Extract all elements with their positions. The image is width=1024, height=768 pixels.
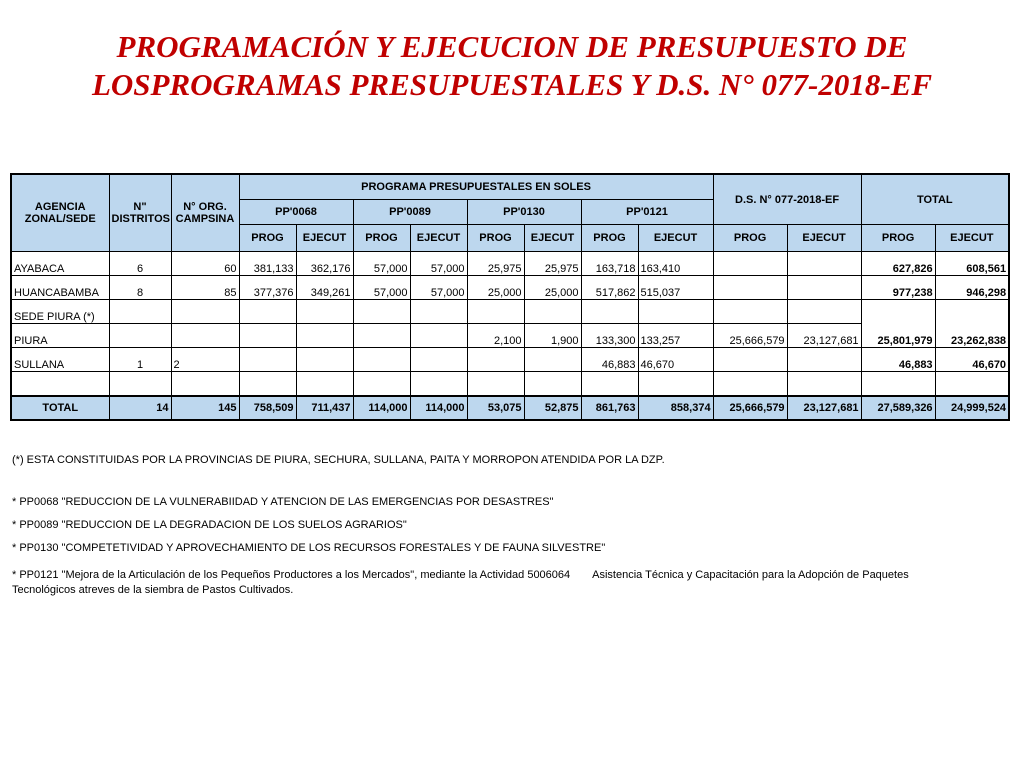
cell-distritos: 8: [109, 276, 171, 300]
empty-cell: [410, 300, 467, 324]
cell-distritos: [109, 324, 171, 348]
cell-pp0068-prog: [239, 324, 296, 348]
table-row-empty: [11, 372, 1009, 397]
note-sede: (*) ESTA CONSTITUIDAS POR LA PROVINCIAS DE PIURA, SECHURA, SULLANA, PAITA Y MORROPON ATENDIDA POR LA DZP.: [12, 454, 665, 466]
cell-ds-prog: [713, 348, 787, 372]
cell-total-prog: 46,883: [861, 348, 935, 372]
empty-cell: [713, 372, 787, 397]
empty-cell: [861, 372, 935, 397]
header-total: TOTAL: [861, 174, 1009, 225]
header-prog: PROG: [353, 225, 410, 252]
header-ejecut: EJECUT: [524, 225, 581, 252]
total-row: [11, 396, 1009, 420]
total-pp0130-prog: 53,075: [467, 396, 524, 420]
table-row: [11, 252, 1009, 276]
empty-cell: [467, 300, 524, 324]
header-prog: PROG: [467, 225, 524, 252]
cell-pp0121-ejec: 515,037: [638, 276, 713, 300]
cell-pp0089-ejec: 57,000: [410, 252, 467, 276]
cell-pp0068-ejec: [296, 324, 353, 348]
header-ds: D.S. N° 077-2018-EF: [713, 174, 861, 225]
cell-org: 2: [171, 348, 239, 372]
title-line-2: LOSPROGRAMAS PRESUPUESTALES Y D.S. N° 077-2018-EF: [91, 67, 933, 102]
cell-pp0130-prog: 2,100: [467, 324, 524, 348]
note-pp0068: * PP0068 "REDUCCION DE LA VULNERABIIDAD Y ATENCION DE LAS EMERGENCIAS POR DESASTRES": [12, 496, 554, 508]
total-ds-prog: 25,666,579: [713, 396, 787, 420]
table-row: [11, 276, 1009, 300]
cell-pp0130-prog: 25,975: [467, 252, 524, 276]
note-pp0121-cont: Tecnológicos atreves de la siembra de Pastos Cultivados.: [12, 584, 294, 596]
header-ejecut: EJECUT: [296, 225, 353, 252]
empty-cell: [353, 300, 410, 324]
cell-pp0068-ejec: 362,176: [296, 252, 353, 276]
table-row: [11, 348, 1009, 372]
cell-pp0089-ejec: 57,000: [410, 276, 467, 300]
empty-cell: [713, 300, 787, 324]
cell-pp0130-ejec: [524, 348, 581, 372]
header-pp0130: PP'0130: [467, 200, 581, 225]
cell-pp0089-prog: 57,000: [353, 252, 410, 276]
empty-cell: [109, 372, 171, 397]
table-row: [11, 324, 1009, 348]
total-pp0130-ejec: 52,875: [524, 396, 581, 420]
header-ejecut: EJECUT: [638, 225, 713, 252]
cell-pp0089-ejec: [410, 348, 467, 372]
cell-pp0121-prog: 517,862: [581, 276, 638, 300]
cell-total-prog: 25,801,979: [861, 300, 935, 348]
cell-pp0121-prog: 163,718: [581, 252, 638, 276]
cell-distritos: 1: [109, 348, 171, 372]
cell-agencia: HUANCABAMBA: [11, 276, 109, 300]
empty-cell: [935, 372, 1009, 397]
cell-agencia: PIURA: [11, 324, 109, 348]
cell-pp0068-ejec: 349,261: [296, 276, 353, 300]
cell-org: 85: [171, 276, 239, 300]
page-title: [0, 28, 1024, 104]
cell-total-ejec: 46,670: [935, 348, 1009, 372]
header-prog: PROG: [713, 225, 787, 252]
cell-pp0089-ejec: [410, 324, 467, 348]
cell-pp0130-ejec: 25,000: [524, 276, 581, 300]
empty-cell: [638, 372, 713, 397]
total-pp0121-ejec: 858,374: [638, 396, 713, 420]
empty-cell: [524, 300, 581, 324]
cell-pp0068-prog: 381,133: [239, 252, 296, 276]
cell-ds-ejec: [787, 348, 861, 372]
empty-cell: [11, 372, 109, 397]
total-pp0121-prog: 861,763: [581, 396, 638, 420]
cell-agencia: AYABACA: [11, 252, 109, 276]
cell-pp0121-prog: 46,883: [581, 348, 638, 372]
header-distritos: N" DISTRITOS: [109, 174, 171, 252]
cell-total-prog: 627,826: [861, 252, 935, 276]
cell-distritos: 6: [109, 252, 171, 276]
cell-org: 60: [171, 252, 239, 276]
header-ejecut: EJECUT: [410, 225, 467, 252]
note-pp0121-part-a: * PP0121 "Mejora de la Articulación de los Pequeños Productores a los Mercados", mediante la Actividad 5006064: [12, 569, 571, 581]
cell-org: [171, 324, 239, 348]
total-label: TOTAL: [11, 396, 109, 420]
header-agencia: AGENCIA ZONAL/SEDE: [11, 174, 109, 252]
cell-ds-ejec: [787, 252, 861, 276]
cell-pp0130-prog: [467, 348, 524, 372]
cell-pp0121-ejec: 133,257: [638, 324, 713, 348]
header-org: N° ORG. CAMPSINA: [171, 174, 239, 252]
header-ejecut: EJECUT: [787, 225, 861, 252]
cell-total-prog: 977,238: [861, 276, 935, 300]
header-ejecut: EJECUT: [935, 225, 1009, 252]
cell-ds-prog: [713, 276, 787, 300]
cell-total-ejec: 608,561: [935, 252, 1009, 276]
cell-total-ejec: 23,262,838: [935, 300, 1009, 348]
total-total-prog: 27,589,326: [861, 396, 935, 420]
cell-agencia: SEDE PIURA (*): [11, 300, 109, 324]
header-prog: PROG: [239, 225, 296, 252]
empty-cell: [581, 300, 638, 324]
cell-pp0089-prog: [353, 348, 410, 372]
cell-pp0130-prog: 25,000: [467, 276, 524, 300]
empty-cell: [109, 300, 171, 324]
note-pp0130: * PP0130 "COMPETETIVIDAD Y APROVECHAMIENTO DE LOS RECURSOS FORESTALES Y DE FAUNA SILVESTRE": [12, 542, 606, 554]
cell-ds-ejec: 23,127,681: [787, 324, 861, 348]
cell-pp0121-ejec: 46,670: [638, 348, 713, 372]
header-prog: PROG: [581, 225, 638, 252]
cell-pp0068-ejec: [296, 348, 353, 372]
cell-pp0068-prog: [239, 348, 296, 372]
total-org: 145: [171, 396, 239, 420]
total-pp0089-ejec: 114,000: [410, 396, 467, 420]
header-prog: PROG: [861, 225, 935, 252]
empty-cell: [296, 300, 353, 324]
header-row-1: [11, 174, 1009, 200]
total-pp0089-prog: 114,000: [353, 396, 410, 420]
total-pp0068-ejec: 711,437: [296, 396, 353, 420]
empty-cell: [239, 372, 296, 397]
empty-cell: [467, 372, 524, 397]
cell-ds-prog: 25,666,579: [713, 324, 787, 348]
header-programa: PROGRAMA PRESUPUESTALES EN SOLES: [239, 174, 713, 200]
cell-ds-ejec: [787, 276, 861, 300]
empty-cell: [410, 372, 467, 397]
empty-cell: [638, 300, 713, 324]
header-pp0121: PP'0121: [581, 200, 713, 225]
note-pp0121: [12, 568, 909, 582]
title-line-1: PROGRAMACIÓN Y EJECUCION DE PRESUPUESTO DE: [116, 29, 908, 64]
empty-cell: [581, 372, 638, 397]
total-total-ejec: 24,999,524: [935, 396, 1009, 420]
cell-total-ejec: 946,298: [935, 276, 1009, 300]
total-ds-ejec: 23,127,681: [787, 396, 861, 420]
empty-cell: [353, 372, 410, 397]
cell-agencia: SULLANA: [11, 348, 109, 372]
cell-pp0068-prog: 377,376: [239, 276, 296, 300]
cell-ds-prog: [713, 252, 787, 276]
header-pp0089: PP'0089: [353, 200, 467, 225]
total-pp0068-prog: 758,509: [239, 396, 296, 420]
note-pp0089: * PP0089 "REDUCCION DE LA DEGRADACION DE LOS SUELOS AGRARIOS": [12, 519, 407, 531]
cell-pp0130-ejec: 25,975: [524, 252, 581, 276]
empty-cell: [171, 372, 239, 397]
empty-cell: [787, 300, 861, 324]
empty-cell: [524, 372, 581, 397]
cell-pp0089-prog: 57,000: [353, 276, 410, 300]
total-distritos: 14: [109, 396, 171, 420]
note-pp0121-part-b: Asistencia Técnica y Capacitación para la Adopción de Paquetes: [592, 569, 909, 581]
empty-cell: [171, 300, 239, 324]
cell-pp0121-prog: 133,300: [581, 324, 638, 348]
header-pp0068: PP'0068: [239, 200, 353, 225]
cell-pp0130-ejec: 1,900: [524, 324, 581, 348]
empty-cell: [239, 300, 296, 324]
empty-cell: [296, 372, 353, 397]
cell-pp0121-ejec: 163,410: [638, 252, 713, 276]
empty-cell: [787, 372, 861, 397]
budget-table: [10, 173, 1010, 421]
table-row: [11, 300, 1009, 324]
cell-pp0089-prog: [353, 324, 410, 348]
